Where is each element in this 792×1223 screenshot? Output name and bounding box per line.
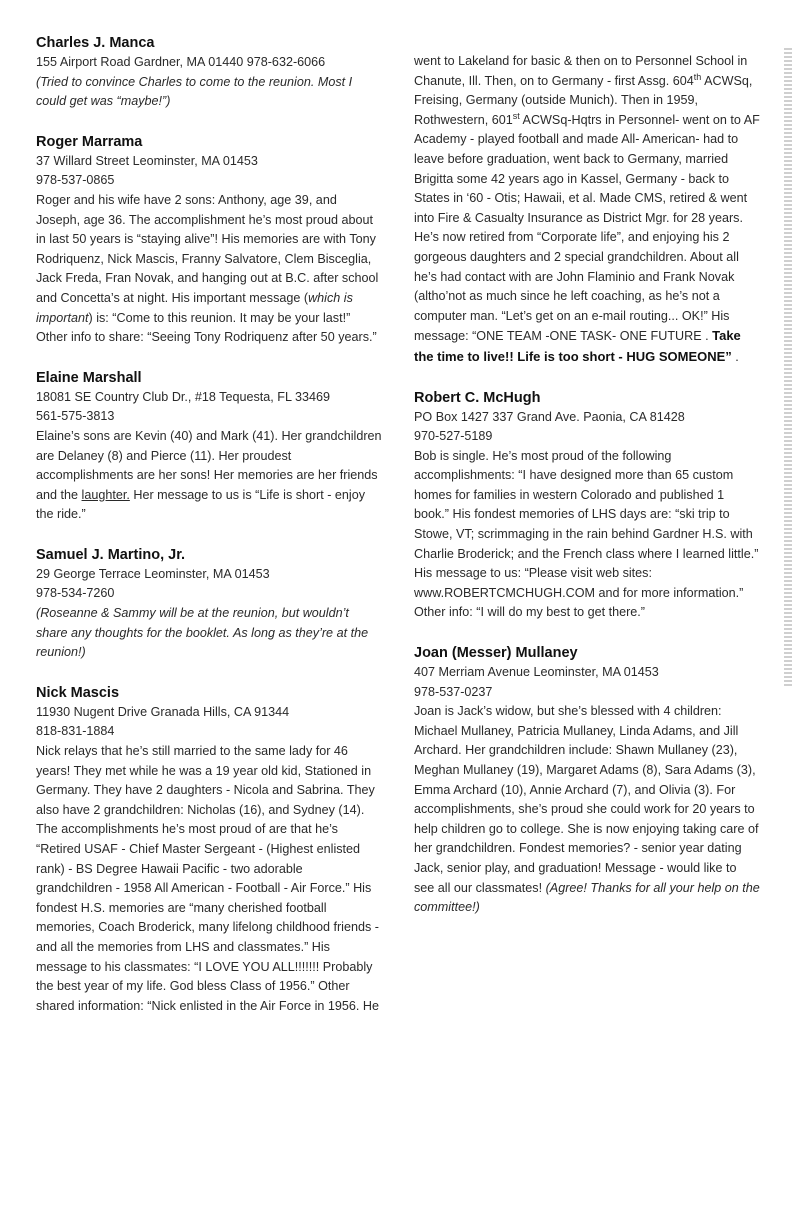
entry-address: 407 Merriam Avenue Leominster, MA 01453: [414, 665, 659, 680]
entry-body: [414, 702, 760, 918]
body-text: Joan is Jack’s widow, but she’s blessed with 4 children: Michael Mullaney, Patricia Mullaney, Linda Adams, and Jill Archard. Her grandchildren include: Shawn Mullaney (23), Meghan Mullaney (19), Margaret Adams (8), Sara Adams (3), Emma Archard (10), Annie Archard (7), and Olivia (3). For accomplishments, she’s proud she could work for 20 years to help children go to college. She is now enjoying taking care of her grandchildren. Fondest memories? - senior year dating Jack, senior play, and graduation! Message - would like to see all our classmates!: [414, 704, 759, 895]
body-text: went to Lakeland for basic & then on to Personnel School in Chanute, Ill. Then, on to Germany - first Assg. 604: [414, 54, 748, 88]
entry-nick-mascis: [36, 683, 382, 1017]
body-bold: Take the time to live!! Life is too short - HUG SOMEONE”: [414, 328, 741, 364]
left-column: [36, 33, 382, 1036]
right-column: [414, 52, 760, 938]
entry-robert-mchugh: [414, 388, 760, 624]
entry-name: Elaine Marshall: [36, 369, 142, 386]
entry-address: 37 Willard Street Leominster, MA 01453: [36, 153, 258, 168]
entry-address: 155 Airport Road Gardner, MA 01440 978-632-6066: [36, 55, 326, 69]
entry-phone: 970-527-5189: [414, 429, 493, 444]
ordinal-suffix: st: [512, 110, 520, 121]
entry-address: 29 George Terrace Leominster, MA 01453: [36, 566, 270, 581]
entry-samuel-martino: [36, 545, 382, 663]
entry-address: 11930 Nugent Drive Granada Hills, CA 91344: [36, 704, 290, 719]
ordinal-suffix: th: [693, 71, 702, 82]
entry-joan-mullaney: [414, 643, 760, 918]
body-italic: (Agree! Thanks for all your help on the committee!): [414, 880, 760, 915]
entry-phone: 561-575-3813: [36, 409, 115, 424]
entry-body: [36, 427, 382, 525]
body-text-cont: ACWSq, Freising, Germany (outside Munich). Then in 1959, Rothwestern, 601: [414, 73, 753, 127]
entry-phone: 978-537-0865: [36, 173, 115, 188]
entry-note: (Roseanne & Sammy will be at the reunion, but wouldn’t share any thoughts for the booklet. As long as they’re at the reunion!): [36, 606, 369, 660]
body-underline: laughter.: [81, 487, 130, 502]
entry-nick-mascis-continued: [414, 52, 760, 368]
entry-note: (Tried to convince Charles to come to the reunion. Most I could get was “maybe!”): [36, 74, 353, 109]
entry-body: Bob is single. He’s most proud of the following accomplishments: “I have designed more than 65 custom homes for families in western Colorado and published 1 book.” His fondest memories of LHS days are: “ski trip to Stowe, VT; scrimmaging in the rain behind Gardner H.S. with Charlie Broderick; and the French class where I learned little.” His message to us: “Please visit web sites: www.ROBERTCMCHUGH.COM and for more information.” Other info: “I will do my best to get there.”: [414, 448, 759, 620]
entry-name: Nick Mascis: [36, 684, 120, 701]
entry-name: Robert C. McHugh: [414, 389, 541, 406]
entry-address: 18081 SE Country Club Dr., #18 Tequesta, FL 33469: [36, 389, 331, 404]
entry-name: Roger Marrama: [36, 133, 143, 150]
entry-body: [36, 191, 382, 348]
entry-name: Samuel J. Martino, Jr.: [36, 546, 186, 563]
page-edge-texture: [784, 48, 792, 688]
entry-roger-marrama: [36, 132, 382, 348]
body-italic: which is important: [36, 290, 353, 325]
entry-phone: 978-537-0237: [414, 684, 493, 699]
body-text-cont: ) is: “Come to this reunion. It may be your last!” Other info to share: “Seeing Tony Rodriquenz after 50 years.”: [36, 310, 377, 345]
body-text-cont: ACWSq-Hqtrs in Personnel- went on to AF Academy - played football and made All- American- had to leave before graduation, went back to Germany, married Brigitta some 42 years ago in Kassel, Germany - back to States in ‘60 - Otis; Hawaii, et al. Made CMS, retired & went into Fire & Casualty Insurance as District Mgr. for 28 years. He’s now retired from “Corporate life”, and enjoying his 2 gorgeous daughters and 2 special grandchildren. About all he’s had contact with are John Flaminio and Frank Novak (altho’not as much since he left coaching, as he’s not a computer man. “Let’s get on an e-mail routing... OK!” His message: “ONE TEAM -ONE TASK- ONE FUTURE .: [414, 112, 760, 344]
body-end: .: [731, 349, 739, 364]
entry-name: Charles J. Manca: [36, 35, 155, 51]
entry-phone: 818-831-1884: [36, 724, 115, 739]
entry-phone: 978-534-7260: [36, 586, 115, 601]
entry-elaine-marshall: [36, 368, 382, 525]
body-text-cont: Her message to us is “Life is short - enjoy the ride.”: [36, 487, 366, 522]
entry-charles-manca: [36, 33, 382, 112]
entry-body: Nick relays that he’s still married to the same lady for 46 years! They met while he was a 19 year old kid, Stationed in Germany. They have 2 daughters - Nicola and Sabrina. They also have 2 grandchildren: Nicholas (16), and Sydney (14). The accomplishments he’s most proud of are that he’s “Retired USAF - Chief Master Sergeant - (Highest enlisted rank) - BS Degree Hawaii Pacific - two adorable grandchildren - 1958 All American - Football - Air Force.” His fondest H.S. memories are “many cherished football memories, Coach Broderick, many lifelong childhood friends - and all the memories from LHS and classmates.” His message to his classmates: “I LOVE YOU ALL!!!!!!! Probably the best year of my life. God bless Class of 1956.” Other shared information: “Nick enlisted in the Air Force in 1956. He: [36, 744, 379, 1013]
body-text: Roger and his wife have 2 sons: Anthony, age 39, and Joseph, age 36. The accomplishment he’s most proud about in last 50 years is “staying alive”! His memories are with Tony Rodriquenz, Nick Mascis, Franny Salvatore, Clem Bisceglia, Jack Freda, Fran Novak, and hanging out at B.C. after school and Concetta’s at night. His important message (: [36, 192, 379, 305]
entry-address: PO Box 1427 337 Grand Ave. Paonia, CA 81428: [414, 409, 685, 424]
entry-name: Joan (Messer) Mullaney: [414, 645, 578, 662]
entry-body-continued: [414, 52, 760, 368]
body-text: Elaine’s sons are Kevin (40) and Mark (41). Her grandchildren are Delaney (8) and Pierce (11). Her proudest accomplishments are her sons! Her memories are her friends and the: [36, 428, 382, 502]
